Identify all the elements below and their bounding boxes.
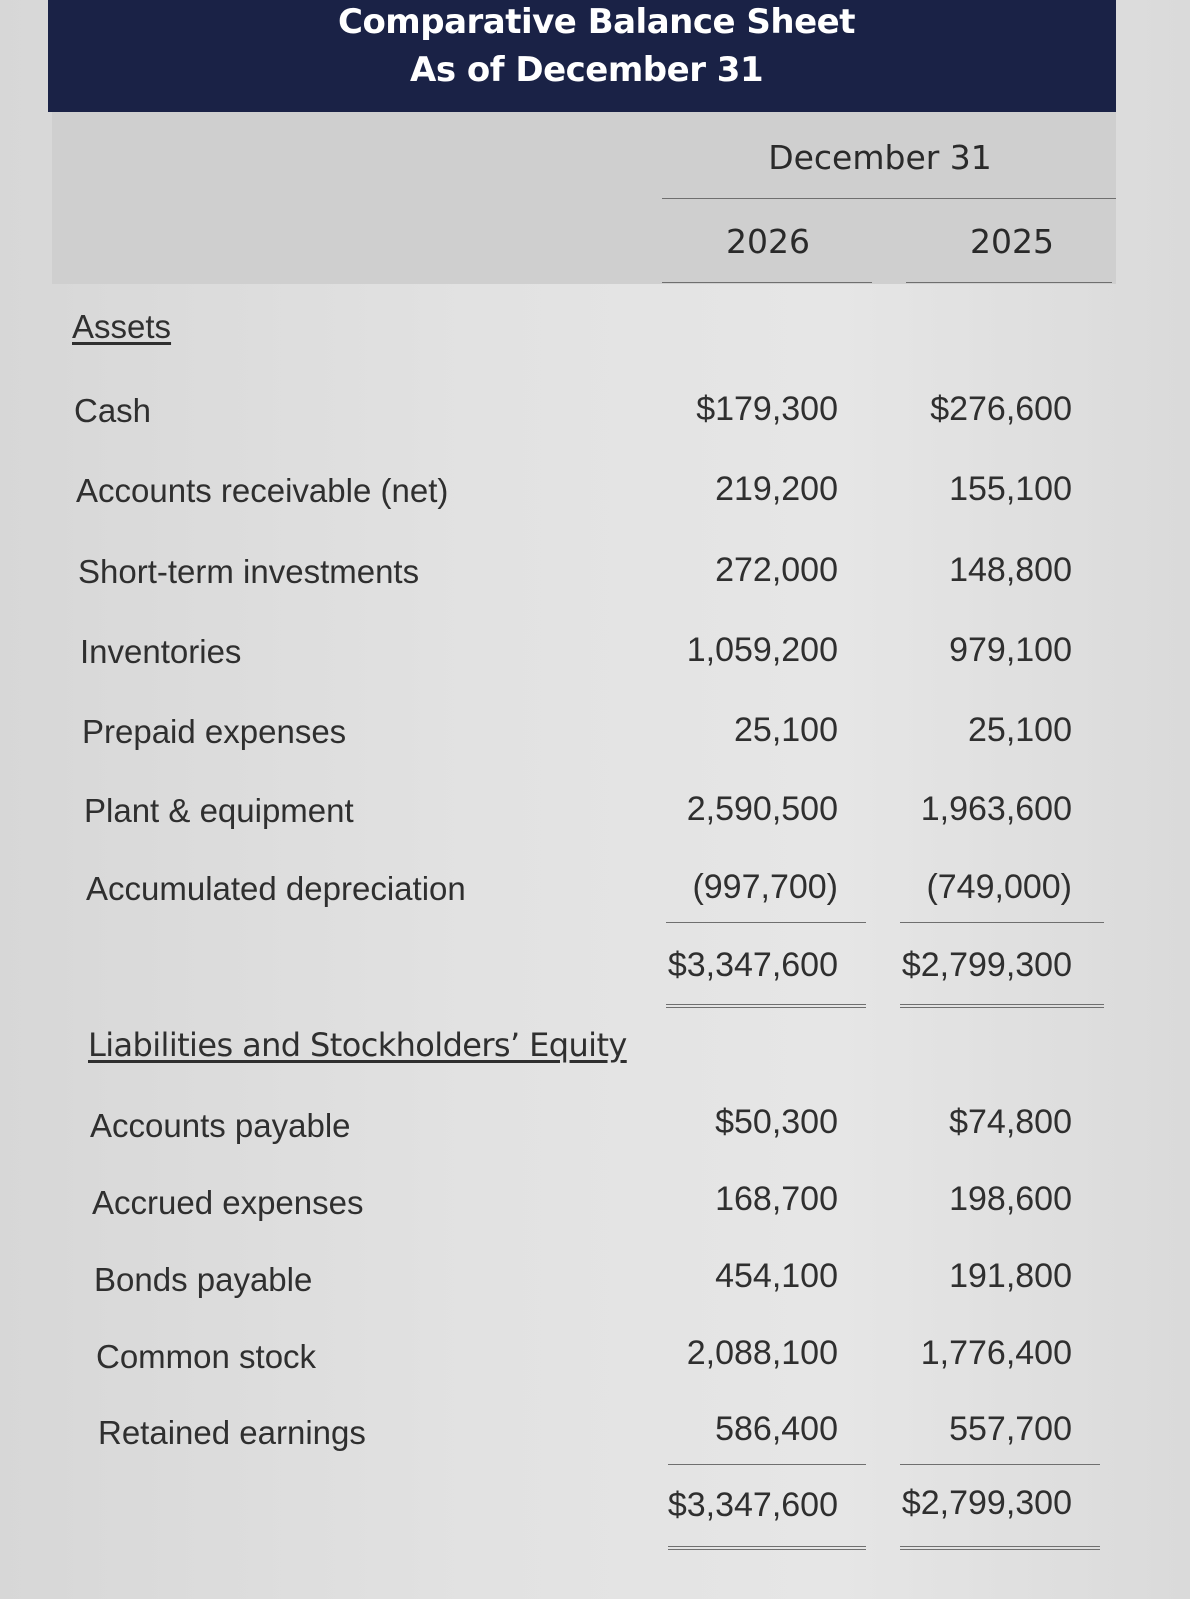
row-label-accrued-expenses: Accrued expenses xyxy=(92,1184,364,1221)
assets-section-label: Assets xyxy=(72,308,172,345)
value-inventories-2025: 979,100 xyxy=(949,631,1072,669)
value-accounts-receivable-2026: 219,200 xyxy=(715,470,838,508)
value-cash-2026: $179,300 xyxy=(696,390,838,428)
year-2025-rule xyxy=(906,282,1112,283)
value-accounts-receivable-2025: 155,100 xyxy=(949,470,1072,508)
row-label-short-term-investments: Short-term investments xyxy=(78,553,420,590)
value-retained-earnings-2026: 586,400 xyxy=(715,1410,838,1448)
value-inventories-2026: 1,059,200 xyxy=(686,631,838,669)
value-accounts-payable-2025: $74,800 xyxy=(949,1103,1072,1141)
row-label-common-stock: Common stock xyxy=(96,1338,317,1375)
row-label-accounts-receivable: Accounts receivable (net) xyxy=(76,472,449,509)
value-plant-equipment-2025: 1,963,600 xyxy=(920,790,1072,828)
liabilities-subtotal-rule-2025 xyxy=(900,1464,1100,1465)
value-common-stock-2026: 2,088,100 xyxy=(686,1334,838,1372)
sheet-subtitle: As of December 31 xyxy=(410,50,764,90)
total-assets-2025: $2,799,300 xyxy=(901,946,1072,984)
column-header-2025: 2025 xyxy=(970,222,1054,261)
row-label-accumulated-depreciation: Accumulated depreciation xyxy=(86,870,466,907)
column-header-2026: 2026 xyxy=(726,222,810,261)
row-label-cash: Cash xyxy=(74,392,152,429)
total-liabilities-equity-2026: $3,347,600 xyxy=(667,1486,838,1524)
value-accrued-expenses-2025: 198,600 xyxy=(949,1180,1072,1218)
value-bonds-payable-2025: 191,800 xyxy=(949,1257,1072,1295)
liabilities-subtotal-rule-2026 xyxy=(668,1464,866,1465)
group-label-rule xyxy=(662,198,1116,199)
year-2026-rule xyxy=(662,282,872,283)
value-prepaid-expenses-2025: 25,100 xyxy=(968,711,1072,749)
row-label-retained-earnings: Retained earnings xyxy=(98,1414,366,1451)
column-group-label: December 31 xyxy=(768,138,992,177)
value-retained-earnings-2025: 557,700 xyxy=(949,1410,1072,1448)
value-short-term-investments-2025: 148,800 xyxy=(949,551,1072,589)
row-label-inventories: Inventories xyxy=(80,633,242,670)
assets-subtotal-rule-2026 xyxy=(666,922,866,923)
row-label-plant-equipment: Plant & equipment xyxy=(84,792,354,829)
value-prepaid-expenses-2026: 25,100 xyxy=(734,711,838,749)
total-liabilities-equity-2025: $2,799,300 xyxy=(901,1484,1072,1522)
assets-total-double-rule-2026 xyxy=(666,1004,866,1008)
value-accumulated-depreciation-2026: (997,700) xyxy=(692,868,838,906)
value-bonds-payable-2026: 454,100 xyxy=(715,1257,838,1295)
title-bar xyxy=(48,0,1116,112)
row-label-prepaid-expenses: Prepaid expenses xyxy=(82,713,347,750)
liabilities-total-double-rule-2025 xyxy=(900,1546,1100,1550)
liabilities-total-double-rule-2026 xyxy=(668,1546,866,1550)
sheet-title: Comparative Balance Sheet xyxy=(338,2,855,42)
assets-subtotal-rule-2025 xyxy=(900,922,1104,923)
liabilities-section-label: Liabilities and Stockholders’ Equity xyxy=(88,1026,627,1064)
row-label-bonds-payable: Bonds payable xyxy=(94,1261,313,1298)
row-label-accounts-payable: Accounts payable xyxy=(90,1107,351,1144)
value-accumulated-depreciation-2025: (749,000) xyxy=(926,868,1072,906)
value-accounts-payable-2026: $50,300 xyxy=(715,1103,838,1141)
value-short-term-investments-2026: 272,000 xyxy=(715,551,838,589)
value-cash-2025: $276,600 xyxy=(930,390,1072,428)
value-accrued-expenses-2026: 168,700 xyxy=(715,1180,838,1218)
value-plant-equipment-2026: 2,590,500 xyxy=(686,790,838,828)
total-assets-2026: $3,347,600 xyxy=(667,946,838,984)
assets-total-double-rule-2025 xyxy=(900,1004,1104,1008)
value-common-stock-2025: 1,776,400 xyxy=(920,1334,1072,1372)
